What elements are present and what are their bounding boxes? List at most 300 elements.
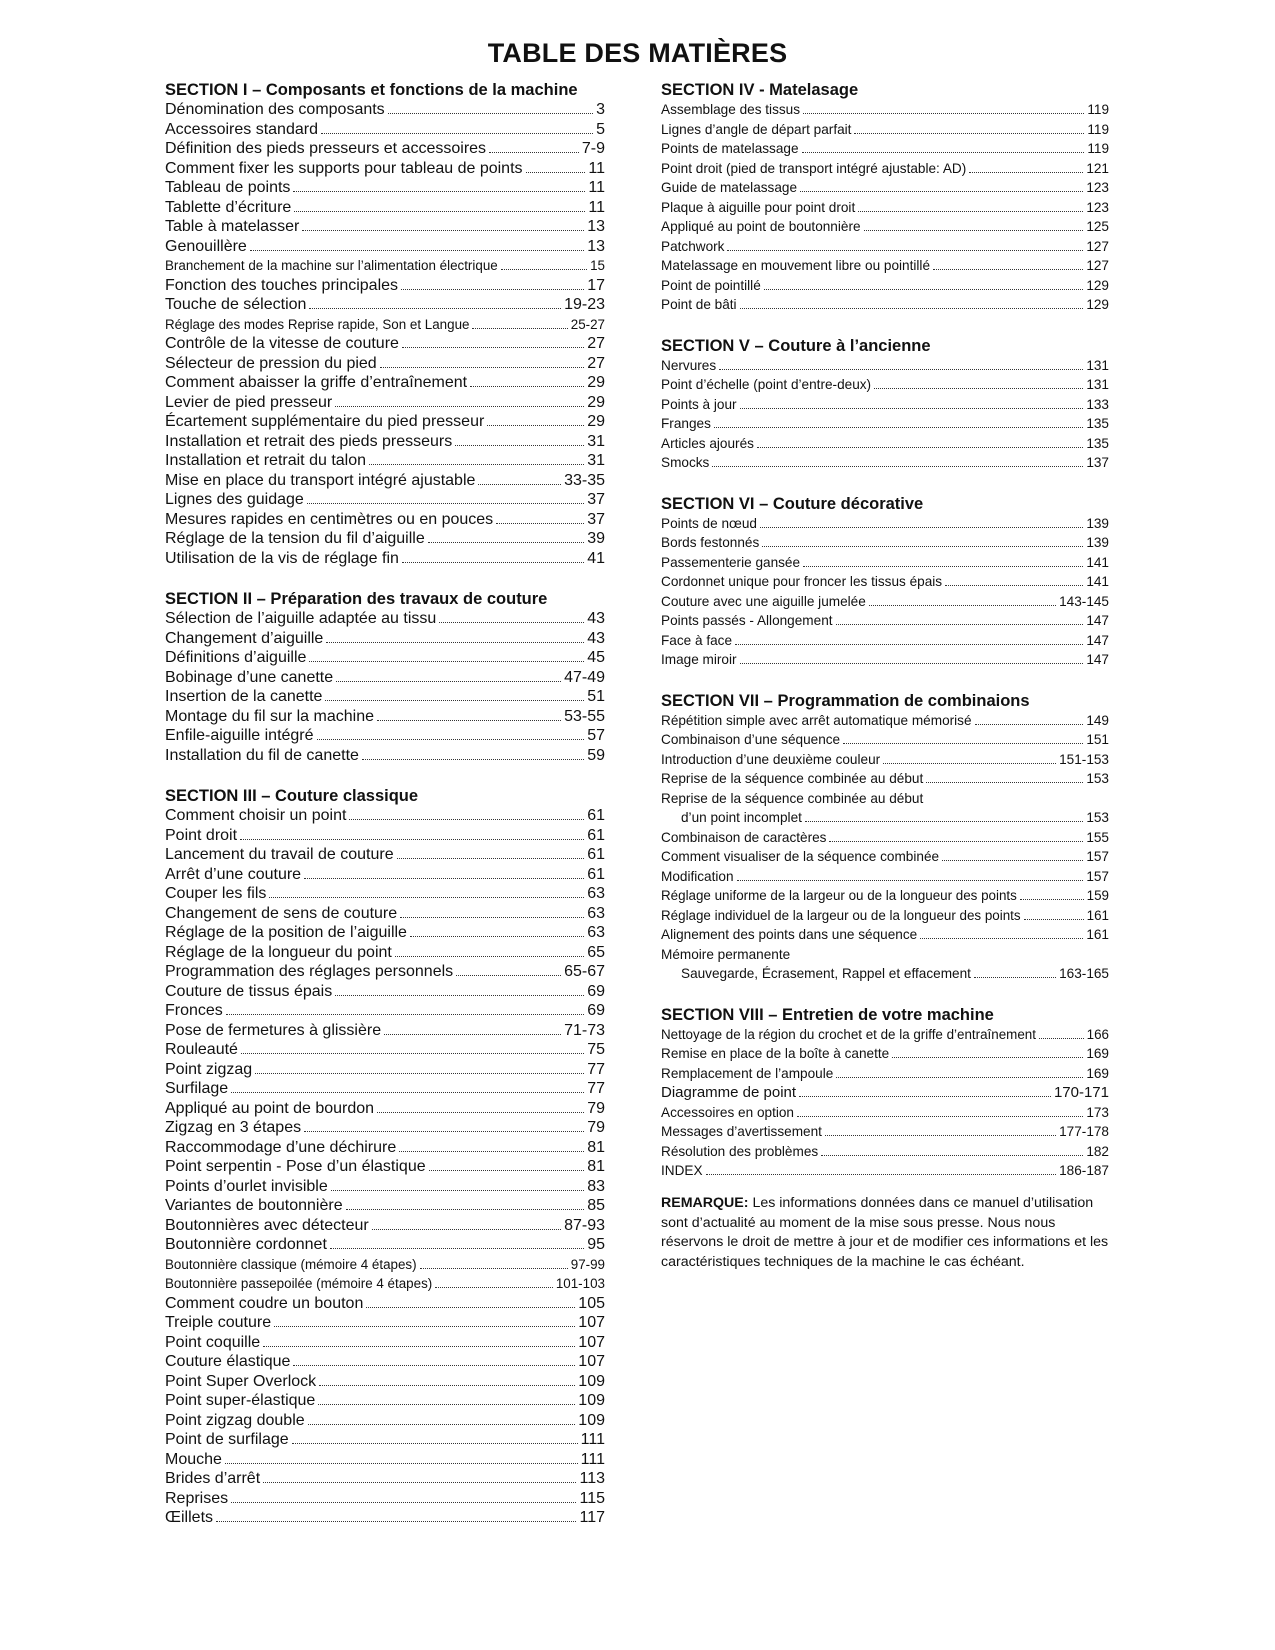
toc-entry-page: 166 [1086,1026,1109,1042]
dot-leader [241,1053,584,1054]
toc-entry-page: 131 [1086,357,1109,373]
toc-entry-page: 157 [1086,868,1109,884]
toc-section [661,494,1109,670]
toc-entry-arret-d-une-couture [165,865,605,885]
toc-entry-page: 131 [1086,377,1109,392]
toc-entry-page: 59 [587,746,605,764]
toc-entry-lignes-des-guidage [165,490,605,510]
toc-entry-page: 135 [1086,435,1109,451]
toc-entry-rouleaute [165,1040,605,1060]
toc-entry-couture-elastique [165,1352,605,1372]
toc-entry-label: Introduction d’une deuxième couleur [661,751,881,767]
dot-leader [821,1155,1083,1156]
toc-entry-page: 123 [1086,180,1109,195]
toc-entry-page: 41 [587,549,605,567]
toc-entry-page: 53-55 [564,707,605,725]
toc-entry-index [661,1161,1109,1181]
toc-entry-page: 81 [587,1158,605,1175]
toc-entry-label: Dénomination des composants [165,101,385,118]
toc-entry-pose-de-fermetures-a-glissiere [165,1021,605,1041]
toc-entry-page: 107 [578,1333,605,1351]
toc-entry-points-de-matelassage [661,139,1109,159]
dot-leader [304,878,584,879]
toc-entry-page: 121 [1086,160,1109,176]
toc-entry-page: 170-171 [1053,1084,1109,1101]
toc-entry-label: Bords festonnés [661,535,760,550]
section-title: SECTION VII – Programmation de combinaions [661,691,1030,710]
toc-entry-reprise-de-la-sequence-combinee-au-debut [661,769,1109,789]
toc-entry-label: Mémoire permanente [661,946,791,962]
toc-entry-label: Couture élastique [165,1353,291,1370]
toc-entry-page: 161 [1086,907,1109,923]
toc-entry-comment-visualiser-de-la-sequence-combin [661,847,1109,867]
toc-entry-page: 51 [587,688,605,705]
toc-entry-passementerie-gansee [661,553,1109,573]
toc-entry-label: Levier de pied presseur [165,393,333,411]
toc-entry-page: 119 [1087,141,1109,156]
dot-leader [400,917,584,918]
toc-entry-label: Modification [661,868,734,884]
toc-entry-touche-de-selection [165,295,605,315]
toc-entry-lancement-du-travail-de-couture [165,845,605,865]
toc-entry-page: 5 [596,120,605,138]
toc-entry-label: Définitions d’aiguille [165,649,307,666]
toc-entry-label: Réglage de la tension du fil d’aiguille [165,530,425,547]
toc-entry-label: Combinaison d’une séquence [661,732,841,747]
dot-leader [388,113,593,114]
section-title: SECTION I – Composants et fonctions de la machine [165,81,578,99]
toc-entry-page: 107 [578,1314,605,1331]
dot-leader [456,975,561,976]
toc-entry-label: Point droit (pied de transport intégré ajustable: AD) [661,160,967,176]
dot-leader [501,269,587,270]
toc-entry-page: 109 [578,1392,605,1409]
toc-entry-label: Arrêt d’une couture [165,865,302,883]
dot-leader [401,289,584,290]
toc-entry-label: Tablette d’écriture [165,198,292,216]
toc-entry-page: 127 [1086,238,1109,254]
toc-entry-page: 135 [1086,416,1109,431]
dot-leader [349,819,584,820]
dot-leader [1024,919,1084,920]
toc-entry-label: Messages d’avertissement [661,1124,822,1139]
toc-entry-page: 85 [587,1197,605,1214]
toc-entry-page: 111 [580,1431,605,1448]
toc-entry-smocks [661,453,1109,473]
toc-entry-page: 153 [1086,771,1109,786]
dot-leader [874,388,1083,389]
toc-entry-insertion-de-la-canette [165,687,605,707]
toc-entry-face-a-face [661,631,1109,651]
dot-leader [455,445,584,446]
toc-section [165,80,605,568]
dot-leader [274,1326,575,1327]
toc-entry-label: Lignes des guidage [165,491,304,508]
toc-entry-bords-festonnes [661,533,1109,553]
toc-entry-surfilage [165,1079,605,1099]
dot-leader [712,466,1083,467]
toc-entry-label: Sélecteur de pression du pied [165,354,377,372]
dot-leader [420,1268,568,1269]
dot-leader [325,700,584,701]
toc-entry-label: Comment fixer les supports pour tableau de points [165,159,523,177]
toc-entry-label: Boutonnière classique (mémoire 4 étapes) [165,1256,417,1272]
toc-entry-page: 95 [587,1236,605,1253]
toc-entry-page: 65-67 [564,963,605,980]
toc-entry-point-de-bati [661,295,1109,315]
dot-leader [836,1077,1083,1078]
toc-entry-label: Guide de matelassage [661,180,798,195]
dot-leader [858,211,1083,212]
toc-entry-label: Bobinage d’une canette [165,668,334,686]
dot-leader [335,406,584,407]
toc-entry-reglage-de-la-position-de-l-aiguille [165,923,605,943]
toc-entry-label: Patchwork [661,238,725,254]
dot-leader [926,782,1083,783]
toc-entry-label: Variantes de boutonnière [165,1197,343,1214]
toc-entry-reprises [165,1489,605,1509]
toc-entry-page: 71-73 [564,1021,605,1039]
dot-leader [362,759,584,760]
toc-entry-page: 37 [587,510,605,528]
toc-entry-page: 33-35 [564,471,605,489]
toc-entry-point-super-overlock [165,1372,605,1392]
dot-leader [975,724,1084,725]
toc-entry-label: Treiple couture [165,1314,272,1331]
remark-note [661,1194,1111,1272]
toc-entry-page: 119 [1087,102,1109,117]
toc-entry-page: 149 [1086,712,1109,728]
toc-entry-lignes-d-angle-de-depart-parfait [661,120,1109,140]
toc-entry-reglage-des-modes-reprise-rapide-son-et- [165,315,605,335]
toc-entry-cordonnet-unique-pour-froncer-les-tissus [661,572,1109,592]
toc-entry-levier-de-pied-presseur [165,393,605,413]
toc-entry-alignement-des-points-dans-une-sequence [661,925,1109,945]
toc-entry-page: 31 [587,452,605,469]
toc-entry-page: 137 [1086,455,1109,470]
toc-entry-boutonniere-cordonnet [165,1235,605,1255]
dot-leader [487,425,584,426]
dot-leader [318,1404,575,1405]
dot-leader [292,1443,578,1444]
toc-entry-modification [661,867,1109,887]
dot-leader [740,408,1084,409]
toc-entry-page: 151-153 [1059,751,1109,767]
section-title: SECTION IV - Matelasage [661,81,859,99]
toc-entry-label: Nervures [661,357,717,373]
toc-entry-definition-des-pieds-presseurs-et-access [165,139,605,159]
toc-entry-label: Installation et retrait du talon [165,452,367,469]
toc-entry-page: 147 [1086,652,1109,667]
toc-entry-page: 141 [1086,574,1109,589]
toc-entry-illets [165,1508,605,1528]
toc-entry-label: Points de nœud [661,515,757,531]
toc-entry-page: 109 [578,1372,605,1390]
dot-leader [317,739,585,740]
toc-entry-label: Point super-élastique [165,1392,316,1409]
toc-entry-page: 61 [587,846,605,863]
dot-leader [740,308,1084,309]
toc-entry-point-d-echelle-point-d-entre-deux [661,375,1109,395]
toc-entry-points-passes-allongement [661,611,1109,631]
dot-leader [802,152,1085,153]
dot-leader [377,1112,584,1113]
toc-entry-label: Touche de sélection [165,296,307,313]
toc-entry-label: Pose de fermetures à glissière [165,1021,382,1039]
dot-leader [526,172,586,173]
dot-leader [250,250,584,251]
dot-leader [892,1057,1083,1058]
dot-leader [410,936,584,937]
toc-entry-page: 69 [587,982,605,1000]
toc-entry-branchement-de-la-machine-sur-l-alimenta [165,256,605,276]
dot-leader [372,1229,561,1230]
toc-entry-label: Combinaison de caractères [661,829,827,845]
toc-entry-page: 123 [1086,199,1109,215]
toc-entry-label: Réglage des modes Reprise rapide, Son et Langue [165,316,470,332]
dot-leader [225,1463,578,1464]
dot-leader [293,191,585,192]
dot-leader [920,938,1083,939]
toc-entry-label: Nettoyage de la région du crochet et de la griffe d’entraînement [661,1026,1036,1042]
toc-right-column [661,80,1109,1202]
dot-leader [764,289,1084,290]
toc-entry-label: Points d’ourlet invisible [165,1177,328,1195]
toc-entry-comment-fixer-les-supports-pour-tableau- [165,159,605,179]
toc-entry-page: 105 [578,1294,605,1312]
toc-entry-label: Lancement du travail de couture [165,846,394,863]
toc-entry-label: Définition des pieds presseurs et accessoires [165,140,487,157]
toc-entry-combinaison-de-caracteres [661,828,1109,848]
toc-entry-points-a-jour [661,395,1109,415]
toc-entry-mouche [165,1450,605,1470]
toc-entry-page: 119 [1087,121,1109,137]
toc-entry-page: 27 [587,335,605,352]
toc-entry-page: 101-103 [555,1276,605,1291]
toc-entry-label: Installation du fil de canette [165,746,359,764]
toc-entry-articles-ajoures [661,434,1109,454]
toc-entry-page: 159 [1086,888,1109,903]
toc-entry-nervures [661,356,1109,376]
toc-entry-accessoires-en-option [661,1103,1109,1123]
dot-leader [331,1190,584,1191]
dot-leader [805,821,1083,822]
toc-entry-page: 133 [1086,396,1109,412]
dot-leader [496,523,584,524]
dot-leader [969,172,1083,173]
toc-entry-label: Fonction des touches principales [165,276,399,294]
toc-entry-memoire-permanente [661,945,1109,965]
toc-entry-page: 177-178 [1059,1124,1109,1139]
toc-entry-page: 87-93 [564,1216,605,1234]
toc-entry-label: Rouleauté [165,1041,238,1058]
toc-entry-label: Boutonnières avec détecteur [165,1216,369,1234]
remark-text: Les informations données dans ce manuel d’utilisation sont d’actualité au moment de la mise sous presse. Nous nous réservons le droit de mettre à jour et de modifier ces informations et les caractéristiques techniques de la machine le cas échéant. [661,1195,1109,1270]
toc-entry-page: 141 [1086,554,1109,570]
toc-entry-label: Installation et retrait des pieds presseurs [165,432,453,450]
toc-entry-enfile-aiguille-integre [165,726,605,746]
dot-leader [727,250,1083,251]
toc-entry-page: 63 [587,885,605,902]
section-title: SECTION V – Couture à l’ancienne [661,336,931,355]
dot-leader [336,681,561,682]
toc-entry-label: Diagramme de point [661,1084,797,1101]
toc-entry-label: Réglage uniforme de la largeur ou de la longueur des points [661,888,1017,903]
toc-entry-label: Réglage de la position de l’aiguille [165,924,407,941]
toc-entry-page: 7-9 [581,140,605,157]
toc-entry-label: Remplacement de l’ampoule [661,1065,834,1081]
toc-entry-page: 11 [588,159,605,177]
toc-entry-point-zigzag [165,1060,605,1080]
dot-leader [933,269,1083,270]
toc-entry-page: 43 [587,610,605,627]
toc-entry-label: Résolution des problèmes [661,1143,819,1159]
toc-section [661,691,1109,984]
dot-leader [719,369,1083,370]
toc-entry-label: Raccommodage d’une déchirure [165,1138,397,1156]
toc-entry-page: 127 [1086,258,1109,273]
toc-entry-label: Brides d’arrêt [165,1470,261,1487]
toc-entry-remplacement-de-l-ampoule [661,1064,1109,1084]
toc-entry-applique-au-point-de-boutonniere [661,217,1109,237]
toc-entry-page: 37 [587,491,605,508]
toc-entry-applique-au-point-de-bourdon [165,1099,605,1119]
dot-leader [799,1096,1051,1097]
toc-entry-point-super-elastique [165,1391,605,1411]
toc-entry-page: 79 [587,1119,605,1136]
toc-entry-point-coquille [165,1333,605,1353]
toc-entry-page: 161 [1086,927,1109,942]
dot-leader [803,566,1083,567]
toc-entry-boutonnieres-avec-detecteur [165,1216,605,1236]
toc-entry-zigzag-en-3-etapes [165,1118,605,1138]
toc-section [661,1005,1109,1181]
toc-entry-label: Couture de tissus épais [165,982,333,1000]
dot-leader [829,841,1083,842]
toc-entry-label: Appliqué au point de bourdon [165,1099,375,1117]
toc-entry-page: 107 [578,1353,605,1370]
toc-entry-label: Point de pointillé [661,277,761,293]
toc-entry-table-a-matelasser [165,217,605,237]
dot-leader [399,1151,584,1152]
toc-entry-page: 39 [587,530,605,547]
toc-entry-page: 69 [587,1002,605,1019]
toc-entry-label: Comment abaisser la griffe d’entraînement [165,374,468,391]
toc-entry-page: 25-27 [570,316,605,332]
toc-entry-installation-du-fil-de-canette [165,746,605,766]
dot-leader [714,427,1083,428]
toc-entry-label: Boutonnière cordonnet [165,1236,327,1253]
toc-entry-page: 97-99 [570,1256,605,1272]
toc-entry-diagramme-de-point [661,1083,1109,1103]
toc-entry-comment-coudre-un-bouton [165,1294,605,1314]
toc-entry-label: Point coquille [165,1333,261,1351]
toc-entry-page: 13 [587,237,605,255]
toc-entry-page: 57 [587,727,605,744]
toc-entry-label: Matelassage en mouvement libre ou pointillé [661,258,931,273]
toc-entry-tableau-de-points [165,178,605,198]
toc-entry-boutonniere-classique-memoire-4-etapes [165,1255,605,1275]
toc-entry-page: 83 [587,1177,605,1195]
toc-entry-changement-de-sens-de-couture [165,904,605,924]
toc-entry-page: 169 [1086,1065,1109,1081]
toc-entry-page: 27 [587,354,605,372]
toc-entry-reglage-de-la-longueur-du-point [165,943,605,963]
toc-entry-label: Couper les fils [165,885,267,902]
toc-entry-reprise-de-la-sequence-combinee-au-debut [661,789,1109,809]
dot-leader [836,624,1084,625]
toc-entry-label: Point de surfilage [165,1431,289,1448]
dot-leader [472,328,567,329]
toc-entry-patchwork [661,237,1109,257]
toc-entry-label: Points passés - Allongement [661,613,833,628]
toc-entry-treiple-couture [165,1313,605,1333]
toc-entry-label: Point d’échelle (point d’entre-deux) [661,377,872,392]
toc-entry-page: 61 [587,865,605,883]
dot-leader [762,546,1083,547]
dot-leader [226,1014,584,1015]
toc-entry-brides-d-arret [165,1469,605,1489]
toc-entry-variantes-de-boutonniere [165,1196,605,1216]
toc-entry-page: 117 [579,1509,605,1526]
toc-entry-plaque-a-aiguille-pour-point-droit [661,198,1109,218]
toc-entry-page: 19-23 [564,296,605,313]
toc-entry-point-de-surfilage [165,1430,605,1450]
toc-entry-reglage-de-la-tension-du-fil-d-aiguille [165,529,605,549]
toc-entry-label: Articles ajourés [661,435,754,451]
section-title: SECTION VI – Couture décorative [661,494,924,513]
toc-entry-page: 43 [587,629,605,647]
toc-entry-page: 151 [1086,732,1109,747]
dot-leader [384,1034,561,1035]
toc-entry-label: Écartement supplémentaire du pied presseur [165,413,485,430]
toc-section [165,589,605,765]
toc-entry-page: 111 [580,1450,605,1468]
toc-entry-point-droit [165,826,605,846]
dot-leader [263,1482,576,1483]
toc-entry-selecteur-de-pression-du-pied [165,354,605,374]
dot-leader [302,230,584,231]
toc-entry-page: 109 [578,1411,605,1429]
toc-entry-label: Tableau de points [165,179,291,196]
dot-leader [269,897,584,898]
toc-entry-montage-du-fil-sur-la-machine [165,707,605,727]
toc-entry-page: 163-165 [1059,966,1109,981]
dot-leader [231,1092,584,1093]
dot-leader [760,527,1083,528]
toc-entry-page: 15 [590,258,605,273]
toc-entry-label: Réglage individuel de la largeur ou de la longueur des points [661,907,1021,923]
toc-entry-page: 157 [1086,849,1109,864]
remark-label: REMARQUE: [661,1195,749,1211]
dot-leader [321,133,593,134]
toc-entry-denomination-des-composants [165,100,605,120]
dot-leader [429,1170,585,1171]
toc-entry-remise-en-place-de-la-boite-a-canette [661,1044,1109,1064]
dot-leader [397,858,585,859]
dot-leader [231,1502,576,1503]
dot-leader [395,956,584,957]
dot-leader [883,763,1056,764]
toc-entry-label: Enfile-aiguille intégré [165,727,314,744]
toc-entry-page: 75 [587,1041,605,1058]
toc-entry-page: 129 [1086,277,1109,293]
toc-entry-comment-abaisser-la-griffe-d-entrainemen [165,373,605,393]
toc-entry-page: 3 [596,101,605,118]
toc-entry-page: 77 [587,1080,605,1097]
dot-leader [757,447,1083,448]
toc-entry-bobinage-d-une-canette [165,668,605,688]
